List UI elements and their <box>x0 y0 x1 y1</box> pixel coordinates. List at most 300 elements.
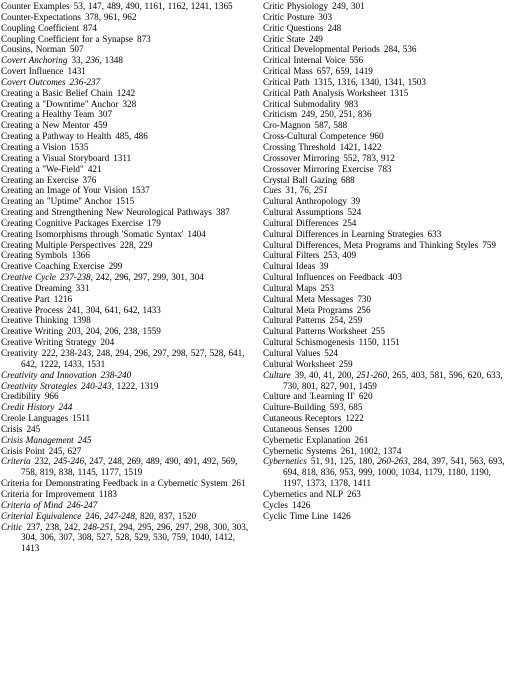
index-page-refs <box>70 142 88 152</box>
index-entry <box>1 109 253 120</box>
index-entry <box>1 283 253 294</box>
index-term: Covert Outcomes <box>1 76 66 87</box>
index-page-refs <box>76 283 90 293</box>
page-ref: 403 <box>388 272 402 283</box>
index-term: Credibility <box>1 391 41 402</box>
page-ref-primary: 236-237 <box>69 76 101 87</box>
index-page-refs <box>72 315 90 325</box>
page-ref: 1426 <box>292 499 311 510</box>
page-ref: 1315 <box>389 87 409 98</box>
index-page-refs <box>67 305 161 315</box>
index-page-refs <box>349 55 363 65</box>
index-term: Critic Physiology <box>263 1 329 11</box>
index-page-refs <box>318 12 332 22</box>
page-ref-primary: 247-248 <box>104 510 135 521</box>
index-page-refs <box>78 435 92 445</box>
index-entry <box>263 337 505 348</box>
index-page-refs <box>355 435 369 445</box>
index-term: Cultural Meta Programs <box>263 304 353 315</box>
index-entry <box>1 175 253 186</box>
index-entry <box>263 435 505 446</box>
index-entry <box>263 77 505 88</box>
index-page-refs <box>378 164 392 174</box>
index-term: Cultural Ideas <box>263 261 316 272</box>
index-page-refs <box>72 250 90 260</box>
index-page-refs <box>187 229 205 239</box>
index-term: Critic Questions <box>263 22 324 33</box>
index-term: Creative Coaching Exercise <box>1 261 105 272</box>
index-page-refs <box>83 23 97 33</box>
index-page-refs <box>115 131 148 141</box>
index-page-refs <box>314 120 347 130</box>
index-entry <box>1 44 253 55</box>
index-page-refs <box>345 413 363 423</box>
page-ref: 259 <box>338 358 353 369</box>
index-entry <box>263 44 505 55</box>
page-ref: 51, 91, 125, 180, <box>310 456 378 467</box>
index-page-refs <box>67 500 98 510</box>
page-ref-primary: 246-247 <box>66 499 98 510</box>
index-entry <box>1 294 253 305</box>
page-ref: 730 <box>357 293 372 304</box>
page-ref: , 1348 <box>99 55 123 66</box>
index-page-refs <box>283 456 505 488</box>
index-entry <box>263 283 505 294</box>
page-ref: 249, 301 <box>332 1 365 11</box>
index-term: Cross-Cultural Competence <box>263 131 366 142</box>
index-term: Creating an Exercise <box>1 174 79 185</box>
index-term: Creating a Vision <box>1 141 67 152</box>
page-ref: 524 <box>324 348 339 358</box>
index-entry <box>1 370 253 381</box>
index-term: Cultural Worksheet <box>263 358 335 369</box>
index-entry <box>1 142 253 153</box>
page-ref: , 242, 296, 297, 299, 301, 304 <box>90 272 204 283</box>
index-page-refs <box>309 34 323 44</box>
index-entry <box>263 456 505 489</box>
index-page-refs <box>324 348 338 358</box>
page-ref: 39, 40, 41, 200, <box>294 369 357 380</box>
index-entry <box>263 131 505 142</box>
index-page-refs <box>117 88 135 98</box>
page-ref: 53, 147, 489, 490, 1161, 1162, 1241, 1365 <box>73 1 233 11</box>
page-ref: 759 <box>482 239 496 250</box>
index-page-refs <box>131 185 149 195</box>
page-ref: 39 <box>319 261 329 272</box>
index-entry <box>263 250 505 261</box>
index-term: Critical Path <box>263 76 310 87</box>
index-page-refs <box>332 1 365 11</box>
index-term: Creating an Image of Your Vision <box>1 185 128 196</box>
index-term: Cutaneous Receptors <box>263 413 342 424</box>
index-page-refs <box>301 109 371 119</box>
index-page-refs <box>54 294 72 304</box>
index-page-refs <box>428 229 442 239</box>
index-term: Cultural Differences, Meta Programs and Thinking Styles <box>263 239 479 250</box>
page-ref: , 820, 837, 1520 <box>134 510 197 521</box>
index-entry <box>1 55 253 66</box>
index-page-refs <box>60 272 204 282</box>
index-page-refs <box>314 77 426 87</box>
page-ref: 253, 409 <box>323 250 357 261</box>
page-ref: 303 <box>318 11 333 22</box>
index-page-refs <box>116 196 134 206</box>
index-entry <box>263 196 505 207</box>
index-entry <box>263 359 505 370</box>
index-entry <box>1 229 253 240</box>
index-term: Critical Submodality <box>263 98 341 109</box>
page-ref: 485, 486 <box>115 131 148 142</box>
index-term: Cultural Influences on Feedback <box>263 272 385 283</box>
index-page-refs <box>341 446 402 456</box>
index-term: Creating a Healthy Team <box>1 109 95 120</box>
index-page-refs <box>21 522 248 554</box>
index-page-refs <box>94 120 108 130</box>
index-page-refs <box>85 12 137 22</box>
page-ref-primary: 245 <box>77 434 92 445</box>
index-entry <box>1 261 253 272</box>
index-entry <box>1 489 253 500</box>
page-ref-primary: 237-238 <box>60 272 91 283</box>
index-entry <box>1 315 253 326</box>
index-entry <box>263 207 505 218</box>
index-page-refs <box>216 207 230 217</box>
index-term: Crossing Threshold <box>263 141 336 152</box>
page-ref: 246, <box>85 510 105 521</box>
index-term: Creativity Strategies <box>1 380 77 391</box>
page-ref: 256 <box>356 304 371 315</box>
page-ref: 31, 76, <box>285 185 314 196</box>
page-ref: 1150, 1151 <box>358 337 400 348</box>
index-page-refs <box>147 218 161 228</box>
index-page-refs <box>357 305 371 315</box>
index-term: Critical Internal Voice <box>263 55 346 66</box>
index-page-refs <box>482 240 496 250</box>
page-ref: 524 <box>347 207 362 218</box>
index-term: Creating Isomorphisms through 'Somatic Syntax' <box>1 228 184 239</box>
index-term: Critic Posture <box>263 11 315 22</box>
index-page-refs <box>68 66 86 76</box>
index-entry <box>263 500 505 511</box>
index-term: Cybernetic Explanation <box>263 434 351 445</box>
index-term: Criteria <box>1 456 31 467</box>
index-entry <box>1 250 253 261</box>
index-entry <box>1 337 253 348</box>
index-term: Culture-Building <box>263 402 326 413</box>
page-ref: 1421, 1422 <box>339 141 382 152</box>
index-entry <box>1 88 253 99</box>
index-term: Creole Languages <box>1 413 69 424</box>
index-term: Cybernetics and NLP <box>263 488 344 499</box>
index-page-refs <box>319 261 328 271</box>
page-ref: 331 <box>75 282 90 293</box>
index-term: Critical Mass <box>263 66 313 77</box>
index-entry <box>263 294 505 305</box>
page-ref: 299 <box>108 261 123 272</box>
index-entry <box>263 240 505 251</box>
index-page-refs <box>21 348 245 369</box>
index-page-refs <box>101 370 132 380</box>
index-entry <box>263 446 505 457</box>
index-entry <box>1 435 253 446</box>
page-ref: 222, 238-243, 248, 294, 296, 297, 298, 527, 528, 641, 642, 1222, 1433, 1531 <box>21 348 245 369</box>
index-page-refs <box>357 294 371 304</box>
index-term: Credit History <box>1 402 55 413</box>
index-entry <box>263 272 505 283</box>
index-entry <box>1 424 253 435</box>
index-page-refs <box>320 283 334 293</box>
page-ref: 421 <box>87 163 102 174</box>
index-page-refs <box>359 391 373 401</box>
index-term: Coupling Coefficient <box>1 22 80 33</box>
index-page-refs <box>371 326 385 336</box>
index-page-refs <box>72 413 90 423</box>
index-page-refs <box>83 175 97 185</box>
index-entry <box>263 34 505 45</box>
page-ref: 459 <box>93 120 108 131</box>
page-ref: 376 <box>82 174 97 185</box>
page-ref: 1200 <box>333 423 352 434</box>
index-page-refs <box>330 315 363 325</box>
index-term: Criteria for Improvement <box>1 488 95 499</box>
index-term: Cultural Differences in Learning Strategies <box>263 228 424 239</box>
page-ref: 507 <box>69 44 84 55</box>
index-entry <box>1 391 253 402</box>
index-page-refs <box>67 326 161 336</box>
page-ref: 1398 <box>72 315 91 326</box>
page-ref: 237, 238, 242, <box>26 521 84 532</box>
page-ref: 1511 <box>72 413 91 424</box>
index-page-refs <box>340 142 382 152</box>
page-ref-primary: 245-246 <box>53 456 85 467</box>
index-entry <box>263 348 505 359</box>
index-term: Criticism <box>263 109 298 120</box>
page-ref-primary: 248-251 <box>83 521 114 532</box>
index-page-refs <box>70 77 101 87</box>
page-ref: 249 <box>309 33 323 44</box>
index-page-refs <box>49 446 82 456</box>
index-page-refs <box>100 337 114 347</box>
page-ref-primary: 244 <box>58 402 73 413</box>
page-ref: 39 <box>350 196 361 207</box>
index-page-refs <box>85 511 196 521</box>
index-entry <box>1 305 253 316</box>
index-term: Covert Anchoring <box>1 55 68 66</box>
index-entry <box>1 99 253 110</box>
index-page-refs <box>339 359 353 369</box>
index-entry <box>1 522 253 555</box>
index-entry <box>1 218 253 229</box>
index-term: Criteria of Mind <box>1 499 63 510</box>
page-ref: 253 <box>320 282 335 293</box>
index-term: Creative Part <box>1 293 50 304</box>
page-ref-primary: 238-240 <box>100 369 132 380</box>
page-ref-primary: 251-260 <box>356 369 388 380</box>
index-term: Creative Dreaming <box>1 282 72 293</box>
index-page-refs <box>359 337 400 347</box>
index-term: Critical Path Analysis Worksheet <box>263 87 386 98</box>
index-term: Cro-Magnon <box>263 120 311 131</box>
page-ref: 254, 259 <box>329 315 363 326</box>
index-term: Cultural Values <box>263 348 321 358</box>
index-entry <box>1 511 253 522</box>
index-entry <box>263 413 505 424</box>
index-entry <box>1 272 253 283</box>
index-entry <box>263 12 505 23</box>
index-term: Creating a Basic Belief Chain <box>1 87 113 98</box>
index-page-refs <box>71 55 123 65</box>
index-entry <box>1 196 253 207</box>
index-entry <box>263 153 505 164</box>
page-ref: 620 <box>358 391 373 402</box>
page-ref: 248 <box>327 22 342 33</box>
page-ref: 1242 <box>116 87 136 98</box>
page-ref: 284, 536 <box>383 44 417 55</box>
page-ref: 1404 <box>187 228 206 239</box>
index-entry <box>1 326 253 337</box>
page-ref: 983 <box>344 98 359 109</box>
index-entry <box>263 402 505 413</box>
index-page-refs <box>109 261 123 271</box>
page-ref: 328 <box>122 98 137 109</box>
index-term: Creating an "Uptime" Anchor <box>1 196 112 207</box>
index-term: Cousins, Norman <box>1 44 66 55</box>
page-ref: 1311 <box>113 152 132 163</box>
index-term: Cyclic Time Line <box>263 510 329 521</box>
index-term: Creating a Pathway to Health <box>1 131 112 142</box>
index-term: Creativity and Innovation <box>1 369 97 380</box>
index-term: Creating a New Mentor <box>1 120 90 131</box>
index-entry <box>263 511 505 522</box>
index-page-refs <box>341 175 355 185</box>
index-term: Creating a "We-Field" <box>1 163 84 174</box>
index-page-refs <box>334 424 352 434</box>
page-ref: 1535 <box>70 141 89 152</box>
index-entry <box>263 489 505 500</box>
index-term: Creating and Strengthening New Neurological Pathways <box>1 207 212 218</box>
index-entry <box>263 88 505 99</box>
index-term: Crisis Management <box>1 434 74 445</box>
page-ref: 1426 <box>332 510 351 521</box>
index-entry <box>263 109 505 120</box>
index-page-refs <box>347 489 361 499</box>
page-ref: 633 <box>427 228 442 239</box>
page-ref: 307 <box>98 109 113 120</box>
index-term: Critic State <box>263 33 306 44</box>
page-ref-primary: 251 <box>313 185 328 196</box>
index-page-refs <box>388 272 402 282</box>
index-entry <box>263 142 505 153</box>
page-ref: 245, 627 <box>48 445 82 456</box>
index-term: Covert Influence <box>1 66 64 77</box>
index-page-refs <box>283 370 503 391</box>
index-entry <box>263 370 505 392</box>
index-entry <box>263 66 505 77</box>
page-ref: 874 <box>83 22 97 33</box>
index-page-refs <box>292 500 310 510</box>
page-ref: 1515 <box>115 196 135 207</box>
index-page-refs <box>120 240 153 250</box>
page-ref: 1315, 1316, 1340, 1341, 1503 <box>313 76 426 87</box>
index-entry <box>1 478 253 489</box>
index-term: Cultural Schismogenesis <box>263 337 355 348</box>
index-entry <box>263 120 505 131</box>
index-term: Cultural Filters <box>263 250 320 261</box>
index-term: Counter-Expectations <box>1 11 81 22</box>
index-entry <box>263 261 505 272</box>
index-entry <box>263 23 505 34</box>
index-term: Creating a Visual Storyboard <box>1 152 110 163</box>
page-ref: 1431 <box>67 66 86 77</box>
page-ref: , 247, 248, 269, 489, 490, 491, 492, 569, 758, 819, 838, 1145, 1177, 1519 <box>21 456 238 478</box>
page-ref: 249, 250, 251, 836 <box>301 109 372 120</box>
index-term: Cultural Patterns <box>263 315 326 326</box>
page-ref: 261, 1002, 1374 <box>340 445 402 456</box>
page-ref: 387 <box>215 207 230 218</box>
index-entry <box>1 348 253 370</box>
page-ref: , 1222, 1319 <box>111 380 159 391</box>
page-ref: 657, 659, 1419 <box>316 66 373 77</box>
index-term: Creative Cycle <box>1 272 57 283</box>
index-entry <box>1 23 253 34</box>
page-ref-primary: 240-243 <box>80 380 112 391</box>
page-ref: 241, 304, 641, 642, 1433 <box>67 304 161 315</box>
index-entry <box>1 413 253 424</box>
index-entry <box>263 185 505 196</box>
index-page-refs <box>122 99 136 109</box>
index-page-refs <box>323 250 356 260</box>
page-ref: 1222 <box>345 413 364 424</box>
index-entry <box>263 305 505 316</box>
index-term: Cultural Differences <box>263 217 339 228</box>
page-ref: 593, 685 <box>329 402 363 413</box>
index-entry <box>1 402 253 413</box>
index-page-refs <box>370 131 384 141</box>
index-entry <box>1 153 253 164</box>
index-entry <box>263 218 505 229</box>
index-entry <box>1 185 253 196</box>
index-entry <box>1 207 253 218</box>
index-entry <box>263 391 505 402</box>
index-term: Cultural Maps <box>263 282 317 293</box>
page-ref: 378, 961, 962 <box>84 11 137 22</box>
index-entry <box>263 99 505 110</box>
index-term: Creating Symbols <box>1 250 68 261</box>
index-page-refs <box>137 34 151 44</box>
index-entry <box>1 456 253 478</box>
index-page-refs <box>81 381 159 391</box>
page-ref: 1366 <box>71 250 90 261</box>
index-entry <box>263 164 505 175</box>
index-term: Cultural Assumptions <box>263 207 344 218</box>
page-ref: 204 <box>100 337 115 348</box>
index-term: Cybernetic Systems <box>263 445 337 456</box>
page-ref: 232, <box>34 456 54 467</box>
index-entry <box>1 12 253 23</box>
page-ref: 263 <box>347 488 361 499</box>
index-term: Cybernetics <box>263 456 307 467</box>
index-term: Crisis Point <box>1 445 45 456</box>
index-page-refs <box>232 478 246 488</box>
page-ref: 1537 <box>131 185 150 196</box>
index-page-refs <box>332 511 350 521</box>
index-term: Creative Thinking <box>1 315 69 326</box>
index-page-refs <box>70 44 84 54</box>
index-term: Creating Multiple Perspectives <box>1 239 116 250</box>
index-term: Cultural Anthropology <box>263 196 347 207</box>
page-ref: 556 <box>349 55 364 66</box>
index-page-refs <box>113 153 131 163</box>
